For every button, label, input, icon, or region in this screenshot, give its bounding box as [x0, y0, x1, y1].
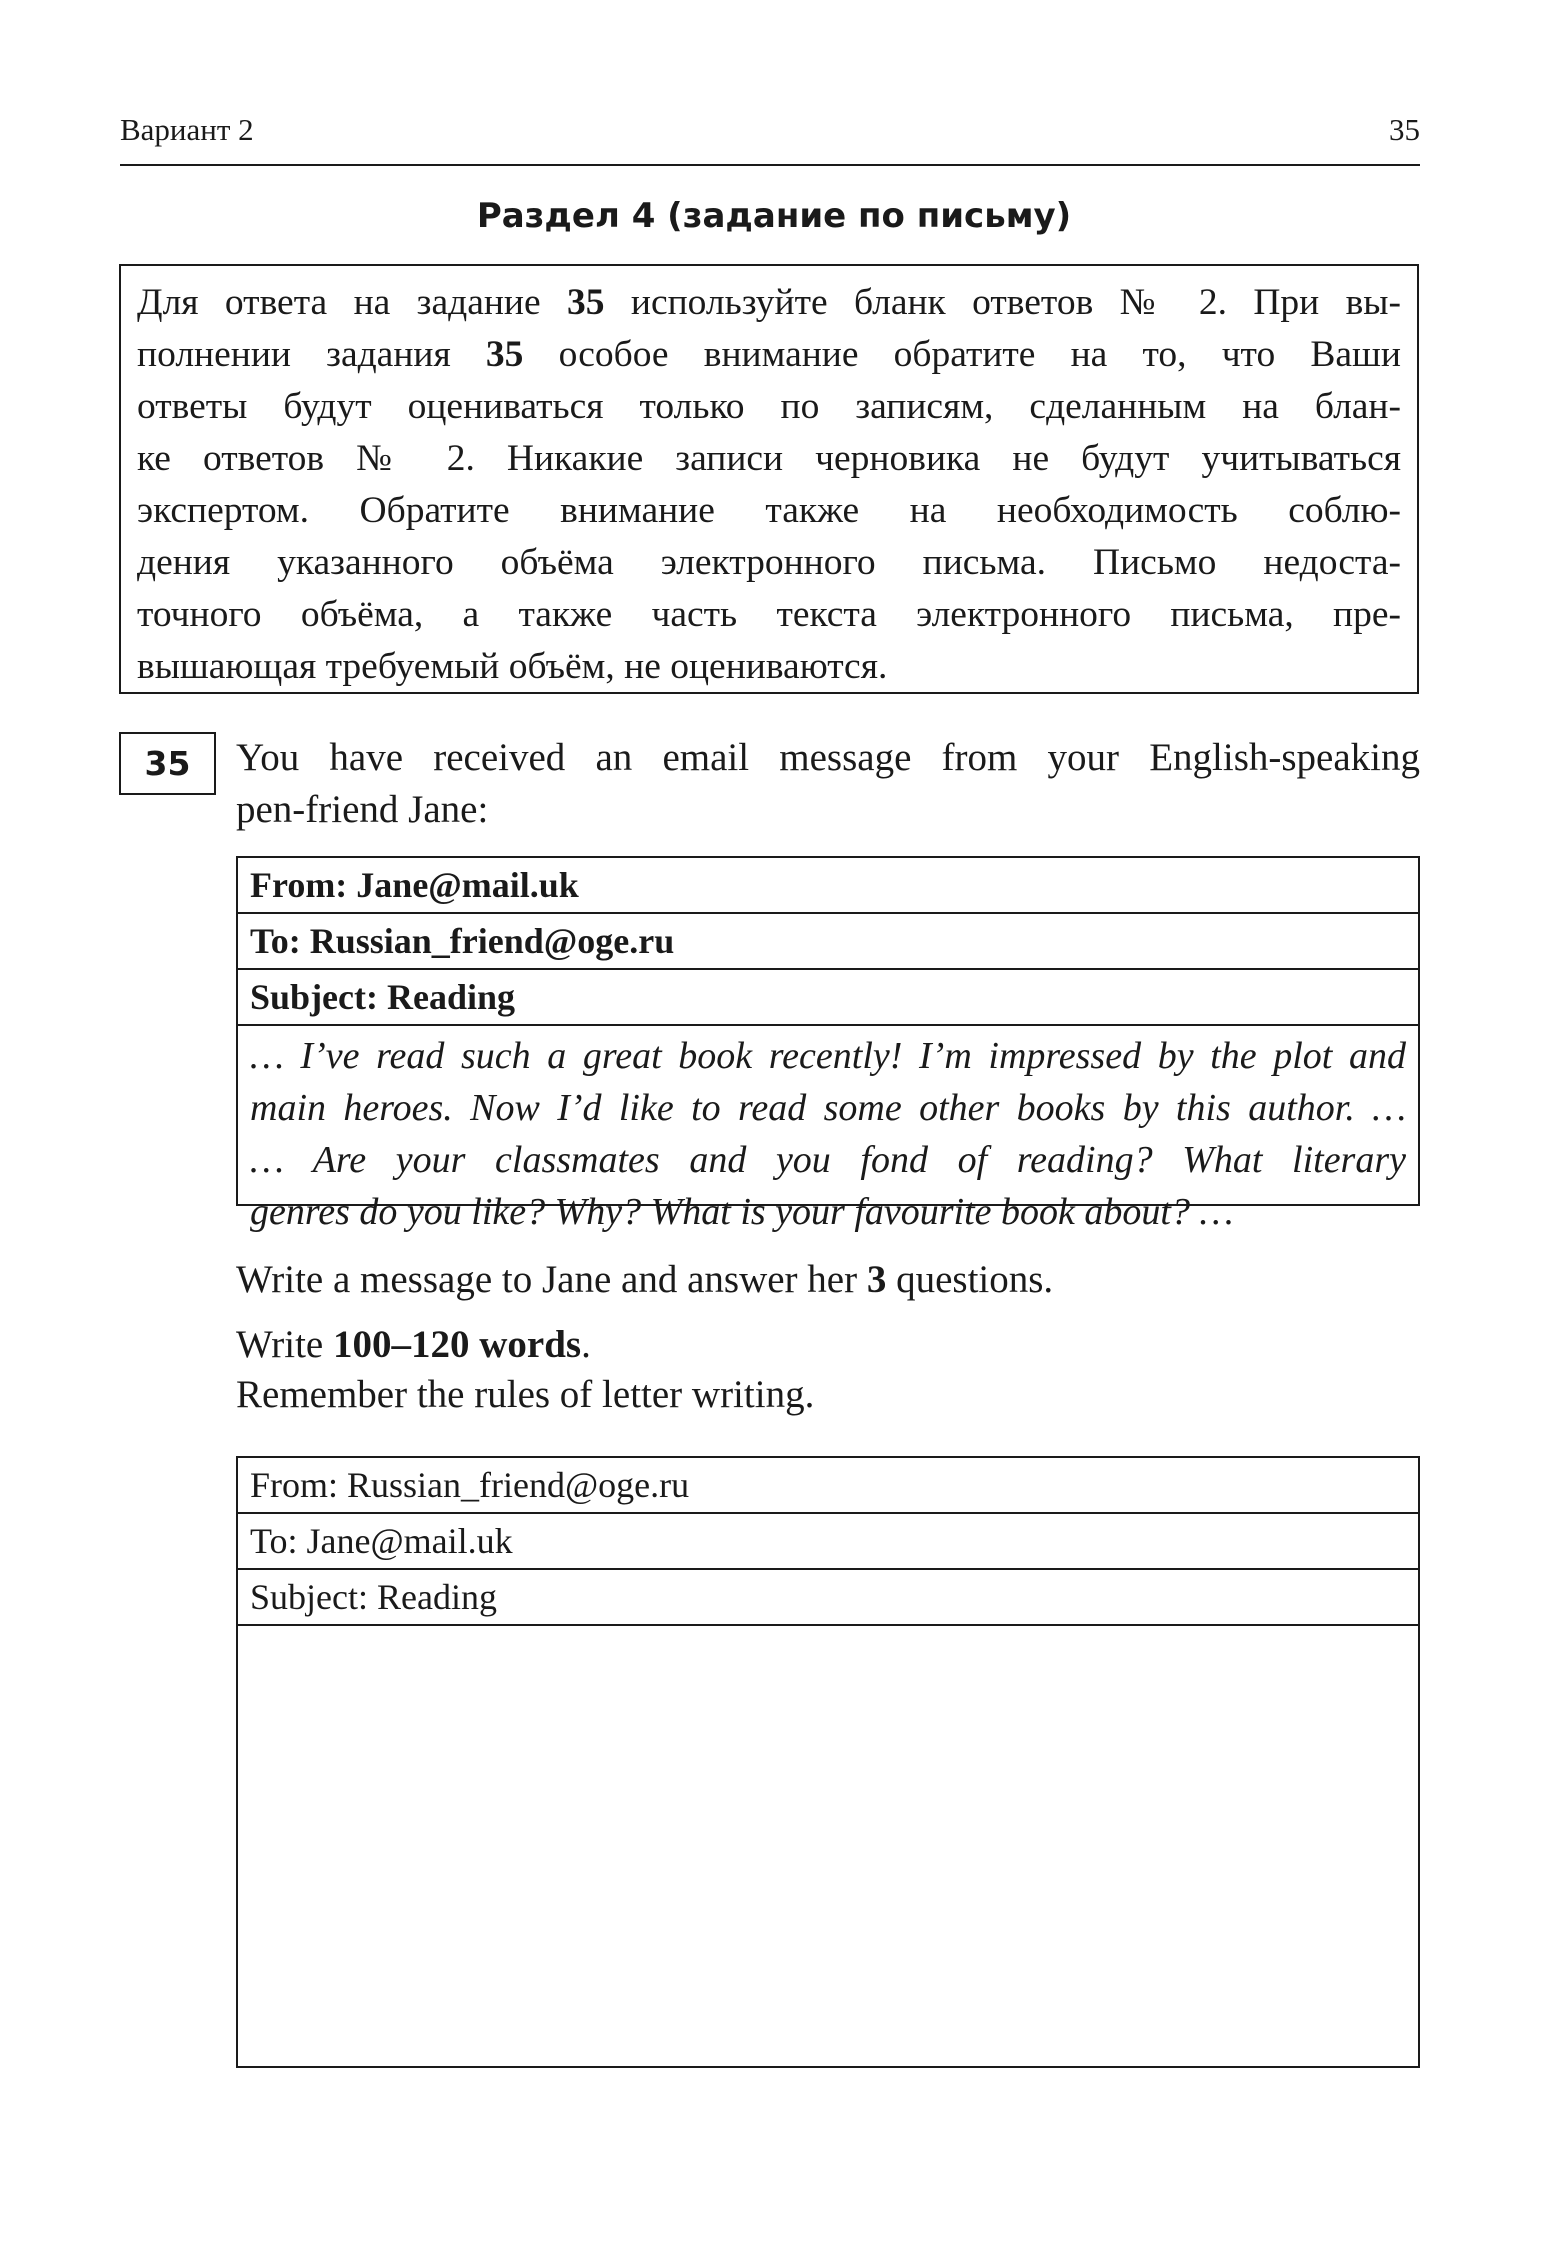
instructions-line: экспертом. Обратите внимание также на необходимость соблю- [137, 490, 1401, 531]
header-rule [120, 164, 1420, 166]
prompt-line: pen-friend Jane: [236, 788, 489, 831]
task-line-word-count: Write 100–120 words. [236, 1323, 591, 1366]
answer-subject: Subject: Reading [238, 1570, 1418, 1626]
instructions-line: ответы будут оцениваться только по записям, сделанным на блан- [137, 386, 1401, 427]
answer-to: To: Jane@mail.uk [238, 1514, 1418, 1570]
answer-writing-area[interactable] [238, 1626, 1418, 2070]
instructions-line: ке ответов № 2. Никакие записи черновика не будут учитываться [137, 438, 1401, 479]
email-body [238, 1026, 1418, 1233]
task-line-questions: Write a message to Jane and answer her 3 questions. [236, 1258, 1054, 1301]
instructions-line: дения указанного объёма электронного письма. Письмо недоста- [137, 542, 1401, 583]
instructions-line: Для ответа на задание 35 используйте бланк ответов № 2. При вы- [137, 282, 1401, 323]
instructions-box [119, 264, 1419, 694]
email-body-line: genres do you like? Why? What is your favourite book about? … [250, 1191, 1234, 1233]
email-subject: Subject: Reading [238, 970, 1418, 1026]
question-prompt [236, 732, 1420, 836]
instructions-line: вышающая требуемый объём, не оцениваются. [137, 646, 888, 687]
email-body-line: … I’ve read such a great book recently! I’m impressed by the plot and [250, 1035, 1406, 1077]
prompt-line: You have received an email message from your English-speaking [236, 736, 1420, 779]
email-to: To: Russian_friend@oge.ru [238, 914, 1418, 970]
email-body-line: main heroes. Now I’d like to read some other books by this author. … [250, 1087, 1406, 1129]
task-line-rules: Remember the rules of letter writing. [236, 1373, 815, 1416]
section-title: Раздел 4 (задание по письму) [476, 196, 1072, 236]
answer-from: From: Russian_friend@oge.ru [238, 1458, 1418, 1514]
page-number: 35 [1389, 112, 1420, 147]
incoming-email [236, 856, 1420, 1233]
email-body-line: … Are your classmates and you fond of reading? What literary [250, 1139, 1406, 1181]
instructions-line: полнении задания 35 особое внимание обратите на то, что Ваши [137, 334, 1401, 375]
question-number-box: 35 [119, 732, 216, 795]
variant-label: Вариант 2 [120, 112, 254, 147]
instructions-line: точного объёма, а также часть текста электронного письма, пре- [137, 594, 1401, 635]
page-header [120, 112, 1420, 152]
answer-form [236, 1456, 1420, 2068]
email-from: From: Jane@mail.uk [238, 858, 1418, 914]
